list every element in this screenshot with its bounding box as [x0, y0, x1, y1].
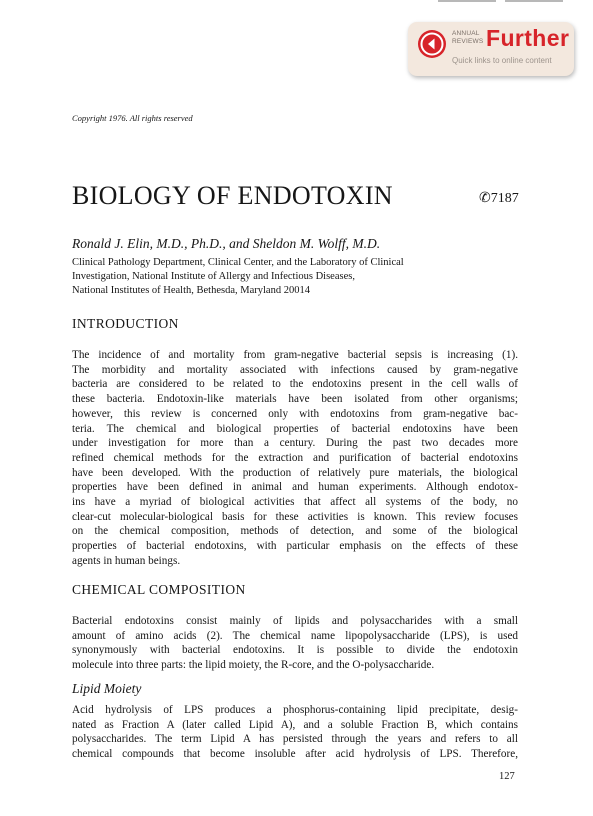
text-line: agents in human beings. [72, 554, 181, 567]
chemical-composition-paragraph [72, 614, 518, 673]
text-line: teria. The chemical and biological properties of bacterial endotoxins have been [72, 422, 518, 435]
subsection-heading-lipid-moiety: Lipid Moiety [72, 681, 142, 696]
text-line: have been developed. With the production of relatively pure materials, the biological [72, 466, 518, 479]
text-line: on the chemical composition, methods of detection, and some of the biological [72, 525, 518, 538]
annual-reviews-logo [452, 30, 483, 45]
text-line: properties have been defined in animal and human experiments. Although endotox- [72, 481, 518, 494]
text-line: chemical compounds that become insoluble after acid hydrolysis of LPS. Therefore, [72, 748, 518, 761]
text-line: synonymously with bacterial endotoxins. It is possible to divide the endotoxin [72, 644, 518, 657]
text-line: molecule into three parts: the lipid moiety, the R-core, and the O-polysaccharide. [72, 659, 435, 672]
text-line: nated as Fraction A (later called Lipid A), and a soluble Fraction B, which contains [72, 718, 518, 731]
lipid-moiety-paragraph [72, 703, 518, 762]
copyright-notice: Copyright 1976. All rights reserved [72, 113, 193, 123]
introduction-paragraph [72, 348, 518, 569]
text-line: amount of amino acids (2). The chemical name lipopolysaccharide (LPS), is used [72, 629, 518, 642]
text-line: Acid hydrolysis of LPS produces a phosphorus-containing lipid precipitate, desig- [72, 704, 518, 716]
text-line: however, this review is concerned only with endotoxins from gram-negative bac- [72, 407, 518, 420]
article-title: BIOLOGY OF ENDOTOXIN [72, 181, 393, 210]
text-line: bacteria are considered to be related to the endotoxins present in the cell walls of [72, 378, 518, 391]
affiliation-line: Investigation, National Institute of Allergy and Infectious Diseases, [72, 271, 355, 282]
text-line: polysaccharides. The term Lipid A has persisted through the years and refers to all [72, 733, 518, 746]
text-line: properties of bacterial endotoxins, with particular emphasis on the effects of these [72, 540, 518, 553]
affiliation-line: National Institutes of Health, Bethesda, Maryland 20014 [72, 285, 310, 296]
text-line: The incidence of and mortality from gram-negative bacterial sepsis is increasing (1). [72, 349, 518, 361]
text-line: these bacteria. Endotoxin-like materials have been isolated from other organisms; [72, 393, 518, 406]
text-line: ins have a myriad of biological activities that affect all systems of the body, no [72, 496, 518, 509]
text-line: clear-cut molecular-biological basis for these activities is known. This review focuses [72, 510, 518, 523]
header-rule-left [438, 0, 496, 2]
arrow-left-circle-icon [418, 30, 446, 58]
affiliation-line: Clinical Pathology Department, Clinical Center, and the Laboratory of Clinical [72, 257, 404, 268]
text-line: Bacterial endotoxins consist mainly of lipids and polysaccharides with a small [72, 615, 518, 627]
document-number: ✆7187 [479, 191, 519, 206]
header-rule-right [505, 0, 563, 2]
reviews-text: REVIEWS [452, 37, 484, 45]
further-link-badge[interactable] [408, 22, 574, 76]
article-authors: Ronald J. Elin, M.D., Ph.D., and Sheldon M. Wolff, M.D. [72, 236, 381, 251]
further-label: Further [486, 25, 570, 51]
page-number: 127 [499, 771, 515, 782]
section-heading-introduction: INTRODUCTION [72, 316, 179, 331]
text-line: under investigation for more than a century. During the past two decades more [72, 437, 518, 450]
section-heading-chemical-composition: CHEMICAL COMPOSITION [72, 582, 246, 597]
text-line: The morbidity and mortality associated with infections caused by gram-negative [72, 363, 518, 376]
text-line: refined chemical methods for the extraction and purification of bacterial endotoxins [72, 451, 518, 464]
author-affiliation [72, 256, 404, 298]
annual-text: ANNUAL [452, 30, 480, 37]
further-subtitle: Quick links to online content [452, 56, 552, 65]
